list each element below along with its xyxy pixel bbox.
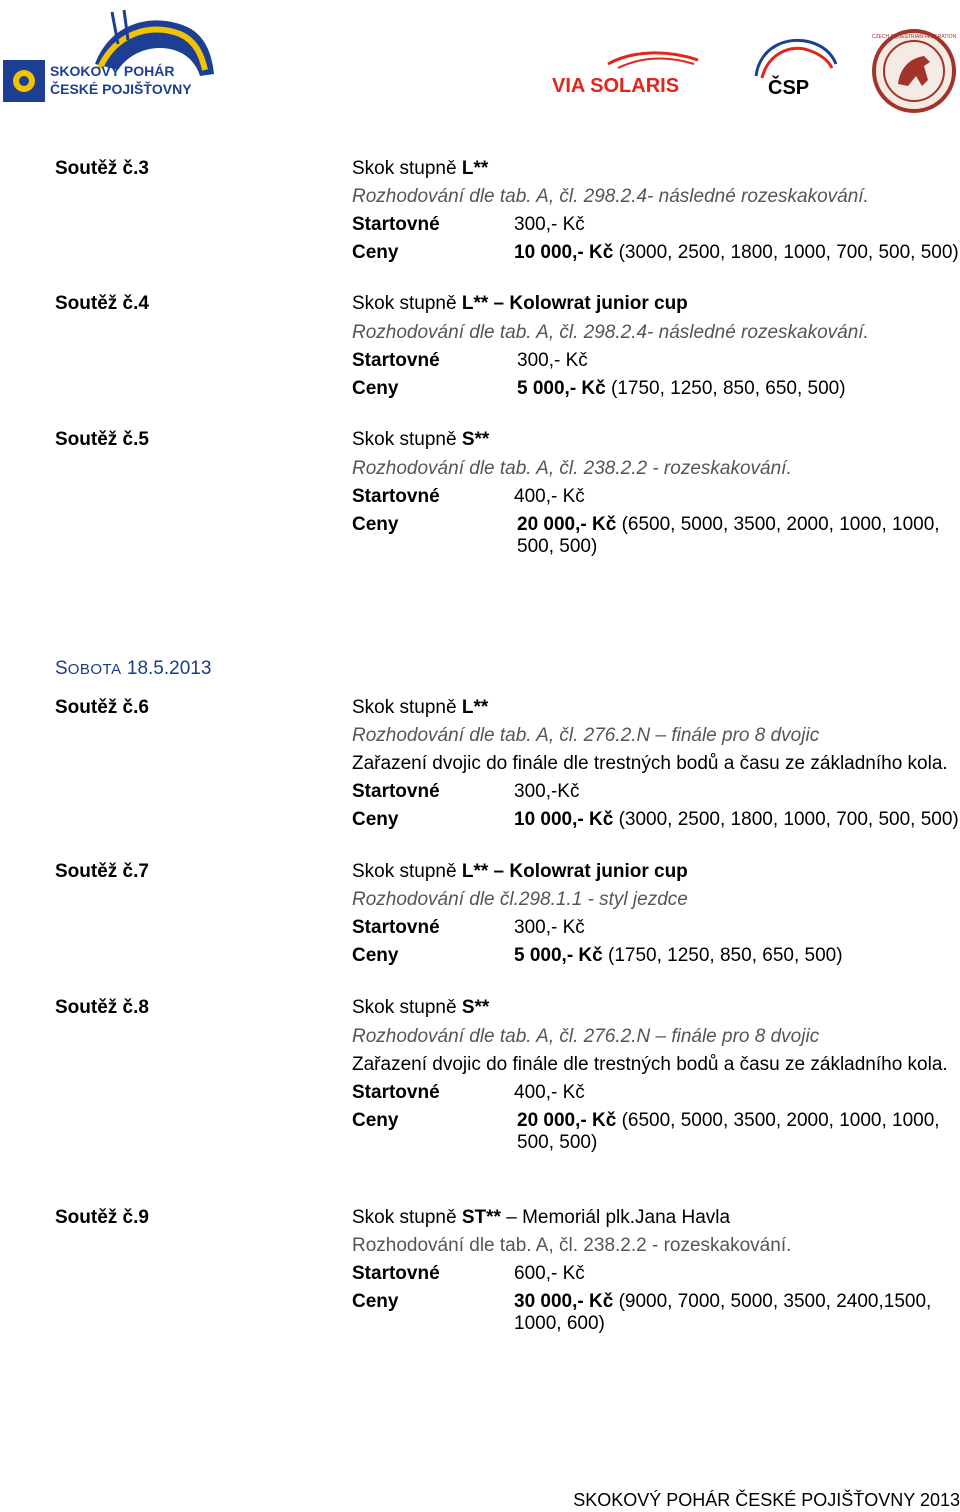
prize-value: 5 000,- Kč (1750, 1250, 850, 650, 500) bbox=[517, 378, 846, 399]
fee-label: Startovné bbox=[352, 1263, 440, 1284]
competition-id: Soutěž č.8 bbox=[55, 997, 149, 1018]
prize-value: 20 000,- Kč (6500, 5000, 3500, 2000, 1000, 1000, 500, 500) bbox=[517, 514, 940, 557]
fee-label: Startovné bbox=[352, 1082, 440, 1103]
competition-title: Skok stupně S** bbox=[352, 429, 490, 450]
competition-rule: Rozhodování dle tab. A, čl. 238.2.2 - rozeskakování. bbox=[352, 458, 792, 479]
via-solaris-text: VIA SOLARIS bbox=[552, 75, 680, 97]
fee-value: 300,- Kč bbox=[514, 214, 585, 235]
logo-text-line1: SKOKOVÝ POHÁR bbox=[50, 63, 175, 79]
page-footer: SKOKOVÝ POHÁR ČESKÉ POJIŠŤOVNY 2013 bbox=[573, 1490, 960, 1510]
competition-title: Skok stupně L** bbox=[352, 697, 489, 718]
competition-note: Zařazení dvojic do finále dle trestných bodů a času ze základního kola. bbox=[352, 753, 948, 774]
prize-label: Ceny bbox=[352, 809, 399, 830]
competition-rule: Rozhodování dle čl.298.1.1 - styl jezdce bbox=[352, 889, 688, 910]
fee-label: Startovné bbox=[352, 917, 440, 938]
day-heading: SOBOTA 18.5.2013 bbox=[55, 658, 212, 679]
header-logos bbox=[0, 0, 960, 120]
prize-value: 30 000,- Kč (9000, 7000, 5000, 3500, 2400,1500, 1000, 600) bbox=[514, 1291, 932, 1334]
fee-label: Startovné bbox=[352, 486, 440, 507]
fee-label: Startovné bbox=[352, 350, 440, 371]
fee-label: Startovné bbox=[352, 781, 440, 802]
prize-label: Ceny bbox=[352, 242, 399, 263]
competition-id: Soutěž č.7 bbox=[55, 861, 149, 882]
prize-label: Ceny bbox=[352, 1110, 399, 1131]
prize-label: Ceny bbox=[352, 514, 399, 535]
fee-value: 300,-Kč bbox=[514, 781, 580, 802]
competition-id: Soutěž č.6 bbox=[55, 697, 149, 718]
csp-logo bbox=[748, 36, 840, 98]
competition-id: Soutěž č.5 bbox=[55, 429, 149, 450]
competition-rule: Rozhodování dle tab. A, čl. 298.2.4- následné rozeskakování. bbox=[352, 322, 869, 343]
logo-text-line2: ČESKÉ POJIŠŤOVNY bbox=[50, 81, 192, 97]
fee-value: 300,- Kč bbox=[514, 917, 585, 938]
fee-value: 600,- Kč bbox=[514, 1263, 585, 1284]
competition-title: Skok stupně S** bbox=[352, 997, 490, 1018]
fee-label: Startovné bbox=[352, 214, 440, 235]
competition-rule: Rozhodování dle tab. A, čl. 298.2.4- následné rozeskakování. bbox=[352, 186, 869, 207]
competition-id: Soutěž č.3 bbox=[55, 158, 149, 179]
competition-title: Skok stupně L** – Kolowrat junior cup bbox=[352, 293, 688, 314]
prize-value: 10 000,- Kč (3000, 2500, 1800, 1000, 700, 500, 500) bbox=[514, 809, 959, 830]
competition-title: Skok stupně L** bbox=[352, 158, 489, 179]
csp-text: ČSP bbox=[768, 77, 810, 98]
competition-title: Skok stupně L** – Kolowrat junior cup bbox=[352, 861, 688, 882]
seal-text: CZECH EQUESTRIAN FEDERATION bbox=[872, 34, 956, 40]
prize-value: 20 000,- Kč (6500, 5000, 3500, 2000, 1000, 1000, 500, 500) bbox=[517, 1110, 940, 1153]
fee-value: 300,- Kč bbox=[517, 350, 588, 371]
competition-title: Skok stupně ST** – Memoriál plk.Jana Havla bbox=[352, 1207, 731, 1228]
via-solaris-logo bbox=[548, 48, 704, 98]
prize-value: 10 000,- Kč (3000, 2500, 1800, 1000, 700, 500, 500) bbox=[514, 242, 959, 263]
competition-rule: Rozhodování dle tab. A, čl. 238.2.2 - rozeskakování. bbox=[352, 1235, 792, 1256]
competition-rule: Rozhodování dle tab. A, čl. 276.2.N – finále pro 8 dvojic bbox=[352, 725, 820, 746]
federation-seal-logo bbox=[872, 28, 956, 114]
competition-rule: Rozhodování dle tab. A, čl. 276.2.N – finále pro 8 dvojic bbox=[352, 1026, 820, 1047]
prize-label: Ceny bbox=[352, 945, 399, 966]
prize-value: 5 000,- Kč (1750, 1250, 850, 650, 500) bbox=[514, 945, 843, 966]
fee-value: 400,- Kč bbox=[514, 486, 585, 507]
prize-label: Ceny bbox=[352, 1291, 399, 1312]
prize-label: Ceny bbox=[352, 378, 399, 399]
skokovy-pohar-logo bbox=[0, 4, 230, 108]
fee-value: 400,- Kč bbox=[514, 1082, 585, 1103]
competition-id: Soutěž č.9 bbox=[55, 1207, 149, 1228]
competition-note: Zařazení dvojic do finále dle trestných bodů a času ze základního kola. bbox=[352, 1054, 948, 1075]
competition-id: Soutěž č.4 bbox=[55, 293, 149, 314]
